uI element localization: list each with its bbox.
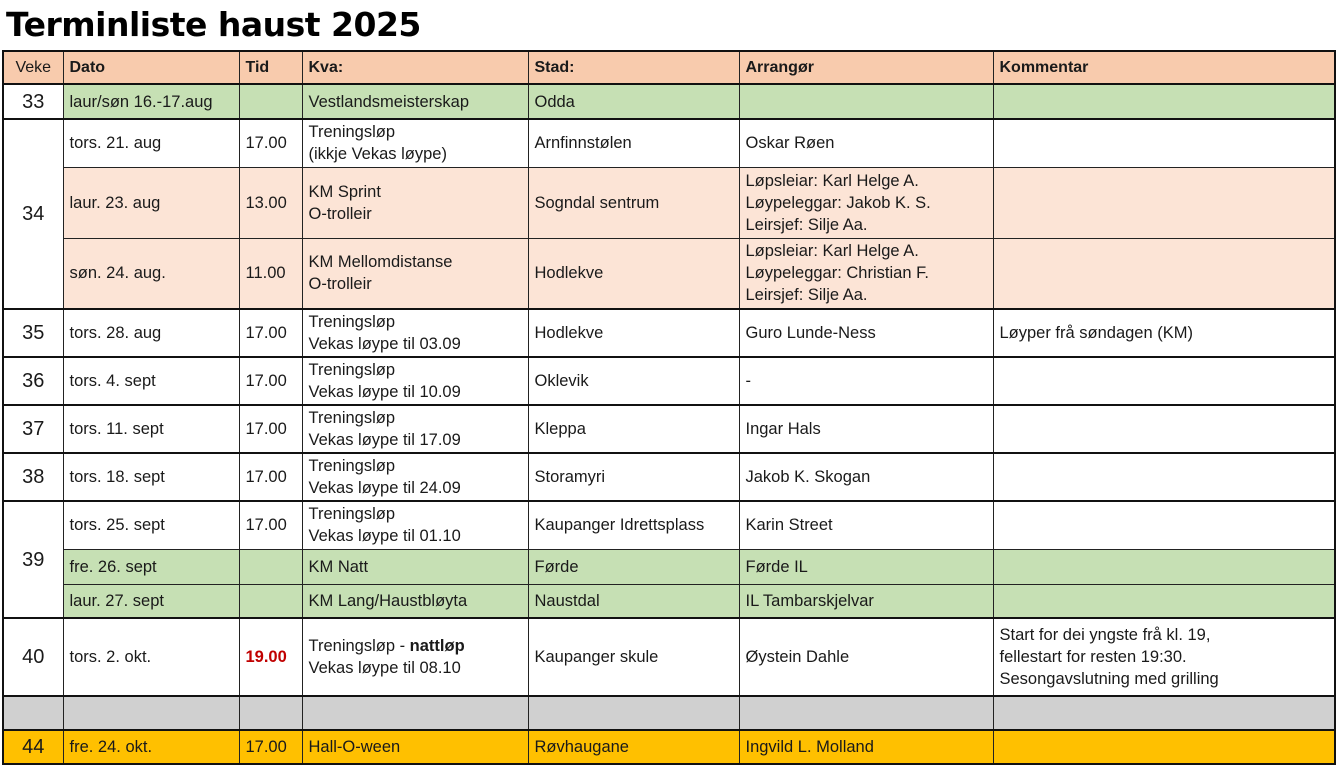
cell-veke: 34 (3, 119, 63, 309)
header-dato: Dato (63, 51, 239, 84)
cell-tid (239, 549, 302, 584)
cell-arrangor: Førde IL (739, 549, 993, 584)
table-row (3, 309, 1335, 357)
cell-arrangor: Øystein Dahle (739, 618, 993, 696)
cell-kva (302, 453, 528, 501)
cell-dato: tors. 25. sept (63, 501, 239, 549)
kommentar-line: Sesongavslutning med grilling (999, 670, 1219, 688)
header-kva: Kva: (302, 51, 528, 84)
cell-kommentar (993, 238, 1335, 309)
cell-kommentar (993, 84, 1335, 119)
cell-dato: søn. 24. aug. (63, 238, 239, 309)
cell-kommentar (993, 357, 1335, 405)
table-row (3, 730, 1335, 764)
cell-kommentar (993, 584, 1335, 618)
header-tid: Tid (239, 51, 302, 84)
cell-kva (302, 238, 528, 309)
cell-tid: 13.00 (239, 167, 302, 238)
cell-stad (528, 696, 739, 730)
cell-tid: 11.00 (239, 238, 302, 309)
cell-kva: Hall-O-ween (302, 730, 528, 764)
spacer-row (3, 696, 1335, 730)
cell-veke: 35 (3, 309, 63, 357)
cell-stad: Hodlekve (528, 309, 739, 357)
cell-kva (302, 696, 528, 730)
cell-tid: 17.00 (239, 405, 302, 453)
cell-stad: Røvhaugane (528, 730, 739, 764)
cell-dato (63, 696, 239, 730)
cell-tid: 17.00 (239, 357, 302, 405)
kva-line (309, 635, 522, 657)
cell-dato: fre. 24. okt. (63, 730, 239, 764)
header-row (3, 51, 1335, 84)
cell-kommentar (993, 730, 1335, 764)
cell-arrangor (739, 84, 993, 119)
cell-kommentar (993, 119, 1335, 167)
kva-line: (ikkje Vekas løype) (308, 145, 447, 164)
cell-stad: Oklevik (528, 357, 739, 405)
cell-tid (239, 84, 302, 119)
cell-dato: tors. 28. aug (63, 309, 239, 357)
cell-tid (239, 696, 302, 730)
cell-kva (302, 618, 528, 696)
kva-line: KM Sprint (308, 182, 381, 201)
cell-tid: 19.00 (239, 618, 302, 696)
cell-arrangor (739, 167, 993, 238)
kva-line: Vekas løype til 10.09 (308, 383, 461, 401)
arrangor-line: Løpsleiar: Karl Helge A. (745, 242, 919, 261)
schedule-table (2, 50, 1336, 765)
cell-arrangor: IL Tambarskjelvar (739, 584, 993, 618)
kva-night-label: nattløp (409, 637, 465, 655)
cell-veke: 39 (3, 501, 63, 618)
cell-tid: 17.00 (239, 309, 302, 357)
header-veke: Veke (3, 51, 63, 84)
cell-arrangor (739, 696, 993, 730)
kva-line: Treningsløp (308, 313, 396, 331)
kva-line: Treningsløp (308, 457, 396, 475)
cell-dato: tors. 21. aug (63, 119, 239, 167)
cell-tid: 17.00 (239, 730, 302, 764)
arrangor-line: Leirsjef: Silje Aa. (745, 215, 868, 234)
kva-line: KM Mellomdistanse (308, 253, 453, 272)
table-row (3, 501, 1335, 549)
kva-line: Vekas løype til 03.09 (308, 335, 461, 353)
header-arrangor: Arrangør (739, 51, 993, 84)
cell-veke: 44 (3, 730, 63, 764)
cell-veke: 37 (3, 405, 63, 453)
cell-stad: Hodlekve (528, 238, 739, 309)
table-row (3, 549, 1335, 584)
cell-kva (302, 405, 528, 453)
table-row (3, 238, 1335, 309)
table-row (3, 357, 1335, 405)
cell-kommentar: Løyper frå søndagen (KM) (993, 309, 1335, 357)
cell-stad: Kaupanger Idrettsplass (528, 501, 739, 549)
cell-kommentar (993, 618, 1335, 696)
cell-dato: tors. 4. sept (63, 357, 239, 405)
cell-dato: tors. 18. sept (63, 453, 239, 501)
cell-tid: 17.00 (239, 453, 302, 501)
cell-stad: Kleppa (528, 405, 739, 453)
kva-line: Treningsløp (308, 361, 396, 379)
table-row (3, 584, 1335, 618)
cell-dato: fre. 26. sept (63, 549, 239, 584)
kva-line: Treningsløp (308, 505, 396, 524)
table-row (3, 167, 1335, 238)
cell-stad: Sogndal sentrum (528, 167, 739, 238)
cell-kva (302, 357, 528, 405)
kva-line: O-trolleir (308, 275, 372, 294)
cell-kva: Vestlandsmeisterskap (302, 84, 528, 119)
header-stad: Stad: (528, 51, 739, 84)
cell-kommentar (993, 549, 1335, 584)
table-row (3, 618, 1335, 696)
cell-veke: 38 (3, 453, 63, 501)
cell-kva: KM Lang/Haustbløyta (302, 584, 528, 618)
cell-arrangor: Karin Street (739, 501, 993, 549)
cell-kva (302, 309, 528, 357)
kva-line: Vekas løype til 24.09 (308, 479, 461, 497)
cell-dato: tors. 11. sept (63, 405, 239, 453)
table-row (3, 405, 1335, 453)
cell-arrangor (739, 238, 993, 309)
cell-stad: Naustdal (528, 584, 739, 618)
table-row (3, 84, 1335, 119)
cell-arrangor: Ingar Hals (739, 405, 993, 453)
cell-dato: laur/søn 16.-17.aug (63, 84, 239, 119)
kva-line: Treningsløp (308, 409, 396, 427)
cell-kommentar (993, 453, 1335, 501)
cell-kva: KM Natt (302, 549, 528, 584)
kva-line: Treningsløp (308, 123, 396, 142)
arrangor-line: Løypeleggar: Jakob K. S. (745, 193, 931, 212)
cell-stad: Kaupanger skule (528, 618, 739, 696)
cell-kva (302, 167, 528, 238)
cell-stad: Arnfinnstølen (528, 119, 739, 167)
arrangor-line: Leirsjef: Silje Aa. (745, 286, 868, 305)
cell-veke: 40 (3, 618, 63, 696)
kommentar-line: Start for dei yngste frå kl. 19, (999, 626, 1211, 644)
cell-dato: laur. 27. sept (63, 584, 239, 618)
cell-veke (3, 696, 63, 730)
cell-tid (239, 584, 302, 618)
cell-kommentar (993, 696, 1335, 730)
header-kommentar: Kommentar (993, 51, 1335, 84)
kva-line: Vekas løype til 17.09 (308, 431, 461, 449)
cell-arrangor: - (739, 357, 993, 405)
kva-line: O-trolleir (308, 204, 372, 223)
cell-kommentar (993, 405, 1335, 453)
kva-prefix: Treningsløp - (308, 637, 410, 655)
cell-kva (302, 119, 528, 167)
table-row (3, 453, 1335, 501)
cell-stad: Odda (528, 84, 739, 119)
cell-veke: 36 (3, 357, 63, 405)
cell-dato: laur. 23. aug (63, 167, 239, 238)
cell-arrangor: Oskar Røen (739, 119, 993, 167)
arrangor-line: Løypeleggar: Christian F. (745, 264, 929, 283)
cell-dato: tors. 2. okt. (63, 618, 239, 696)
cell-stad: Førde (528, 549, 739, 584)
table-row (3, 119, 1335, 167)
cell-veke: 33 (3, 84, 63, 119)
page-title: Terminliste haust 2025 (6, 5, 421, 44)
cell-kommentar (993, 501, 1335, 549)
kommentar-line: fellestart for resten 19:30. (999, 648, 1187, 666)
arrangor-line: Løpsleiar: Karl Helge A. (745, 171, 919, 190)
cell-tid: 17.00 (239, 119, 302, 167)
cell-arrangor: Guro Lunde-Ness (739, 309, 993, 357)
cell-kommentar (993, 167, 1335, 238)
kva-line: Vekas løype til 01.10 (308, 527, 461, 546)
kva-line: Vekas løype til 08.10 (308, 659, 461, 677)
cell-kva (302, 501, 528, 549)
cell-arrangor: Ingvild L. Molland (739, 730, 993, 764)
cell-stad: Storamyri (528, 453, 739, 501)
cell-tid: 17.00 (239, 501, 302, 549)
cell-arrangor: Jakob K. Skogan (739, 453, 993, 501)
